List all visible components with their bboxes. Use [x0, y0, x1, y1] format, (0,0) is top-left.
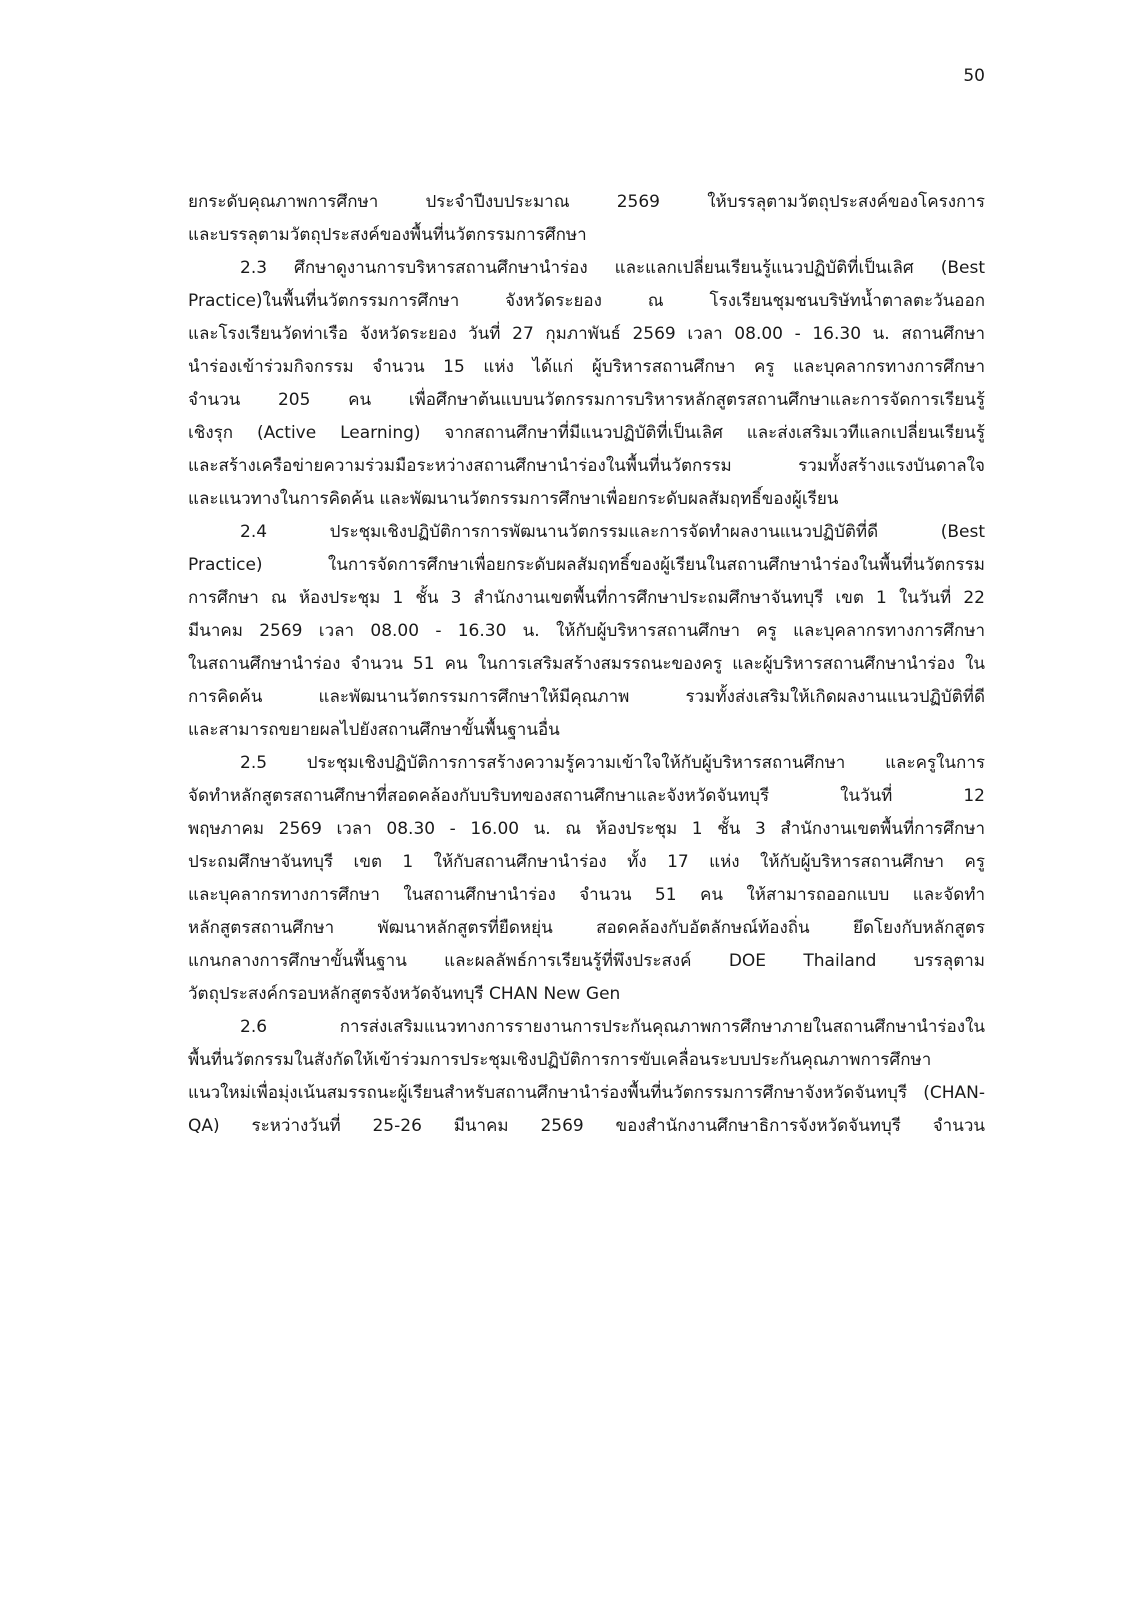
text-line: Practice)ในพื้นที่นวัตกรรมการศึกษา จังหวัดระยอง ณ โรงเรียนชุมชนบริษัทน้ำตาลตะวันออก — [188, 291, 985, 311]
paragraph-2-6 — [188, 1011, 985, 1143]
text-line: มีนาคม 2569 เวลา 08.00 - 16.30 น. ให้กับผู้บริหารสถานศึกษา ครู และบุคลากรทางการศึกษา — [188, 621, 985, 641]
text-line: 2.6 การส่งเสริมแนวทางการรายงานการประกันคุณภาพการศึกษาภายในสถานศึกษานำร่องใน — [240, 1017, 985, 1037]
text-line: พฤษภาคม 2569 เวลา 08.30 - 16.00 น. ณ ห้องประชุม 1 ชั้น 3 สำนักงานเขตพื้นที่การศึกษา — [188, 819, 985, 839]
text-line: เชิงรุก (Active Learning) จากสถานศึกษาที่มีแนวปฏิบัติที่เป็นเลิศ และส่งเสริมเวทีแลกเปลี่ยนเรียนรู้ — [188, 423, 985, 443]
text-line: และแนวทางในการคิดค้น และพัฒนานวัตกรรมการศึกษาเพื่อยกระดับผลสัมฤทธิ์ของผู้เรียน — [188, 489, 839, 509]
page-body — [188, 186, 985, 1143]
paragraph-2-4 — [188, 516, 985, 747]
text-line: QA) ระหว่างวันที่ 25-26 มีนาคม 2569 ของสำนักงานศึกษาธิการจังหวัดจันทบุรี จำนวน — [188, 1116, 985, 1136]
text-line: 2.4 ประชุมเชิงปฏิบัติการการพัฒนานวัตกรรมและการจัดทำผลงานแนวปฏิบัติที่ดี (Best — [240, 522, 985, 542]
text-line: และบุคลากรทางการศึกษา ในสถานศึกษานำร่อง จำนวน 51 คน ให้สามารถออกแบบ และจัดทำ — [188, 885, 985, 905]
page-number: 50 — [963, 66, 985, 86]
text-line: และสร้างเครือข่ายความร่วมมือระหว่างสถานศึกษานำร่องในพื้นที่นวัตกรรม รวมทั้งสร้างแรงบันดาลใจ — [188, 456, 985, 476]
text-line: และสามารถขยายผลไปยังสถานศึกษาขั้นพื้นฐานอื่น — [188, 720, 560, 740]
paragraph-continuation — [188, 186, 985, 252]
text-line: และบรรลุตามวัตถุประสงค์ของพื้นที่นวัตกรรมการศึกษา — [188, 225, 587, 245]
text-line: การคิดค้น และพัฒนานวัตกรรมการศึกษาให้มีคุณภาพ รวมทั้งส่งเสริมให้เกิดผลงานแนวปฏิบัติที่ดี — [188, 687, 985, 707]
text-line: และโรงเรียนวัดท่าเรือ จังหวัดระยอง วันที่ 27 กุมภาพันธ์ 2569 เวลา 08.00 - 16.30 น. สถานศึกษา — [188, 324, 985, 344]
paragraph-2-5 — [188, 747, 985, 1011]
text-line: พื้นที่นวัตกรรมในสังกัดให้เข้าร่วมการประชุมเชิงปฏิบัติการการขับเคลื่อนระบบประกันคุณภาพการศึกษา — [188, 1050, 932, 1070]
text-line: ประถมศึกษาจันทบุรี เขต 1 ให้กับสถานศึกษานำร่อง ทั้ง 17 แห่ง ให้กับผู้บริหารสถานศึกษา ครู — [188, 852, 985, 872]
text-line: 2.5 ประชุมเชิงปฏิบัติการการสร้างความรู้ความเข้าใจให้กับผู้บริหารสถานศึกษา และครูในการ — [240, 753, 985, 773]
text-line: Practice) ในการจัดการศึกษาเพื่อยกระดับผลสัมฤทธิ์ของผู้เรียนในสถานศึกษานำร่องในพื้นที่นวัตกรรม — [188, 555, 985, 575]
text-line: ยกระดับคุณภาพการศึกษา ประจำปีงบประมาณ 2569 ให้บรรลุตามวัตถุประสงค์ของโครงการ — [188, 192, 985, 212]
text-line: หลักสูตรสถานศึกษา พัฒนาหลักสูตรที่ยืดหยุ่น สอดคล้องกับอัตลักษณ์ท้องถิ่น ยึดโยงกับหลักสูตร — [188, 918, 985, 938]
text-line: แนวใหม่เพื่อมุ่งเน้นสมรรถนะผู้เรียนสำหรับสถานศึกษานำร่องพื้นที่นวัตกรรมการศึกษาจังหวัดจันทบุรี (CHAN- — [188, 1083, 985, 1103]
paragraph-2-3 — [188, 252, 985, 516]
text-line: ในสถานศึกษานำร่อง จำนวน 51 คน ในการเสริมสร้างสมรรถนะของครู และผู้บริหารสถานศึกษานำร่อง ใน — [188, 654, 985, 674]
text-line: นำร่องเข้าร่วมกิจกรรม จำนวน 15 แห่ง ได้แก่ ผู้บริหารสถานศึกษา ครู และบุคลากรทางการศึกษา — [188, 357, 985, 377]
text-line: จำนวน 205 คน เพื่อศึกษาต้นแบบนวัตกรรมการบริหารหลักสูตรสถานศึกษาและการจัดการเรียนรู้ — [188, 390, 985, 410]
text-line: แกนกลางการศึกษาขั้นพื้นฐาน และผลลัพธ์การเรียนรู้ที่พึงประสงค์ DOE Thailand บรรลุตาม — [188, 951, 985, 971]
text-line: 2.3 ศึกษาดูงานการบริหารสถานศึกษานำร่อง และแลกเปลี่ยนเรียนรู้แนวปฏิบัติที่เป็นเลิศ (Best — [240, 258, 985, 278]
text-line: จัดทำหลักสูตรสถานศึกษาที่สอดคล้องกับบริบทของสถานศึกษาและจังหวัดจันทบุรี ในวันที่ 12 — [188, 786, 985, 806]
text-line: วัตถุประสงค์กรอบหลักสูตรจังหวัดจันทบุรี CHAN New Gen — [188, 984, 621, 1004]
text-line: การศึกษา ณ ห้องประชุม 1 ชั้น 3 สำนักงานเขตพื้นที่การศึกษาประถมศึกษาจันทบุรี เขต 1 ในวันที่ 22 — [188, 588, 985, 608]
